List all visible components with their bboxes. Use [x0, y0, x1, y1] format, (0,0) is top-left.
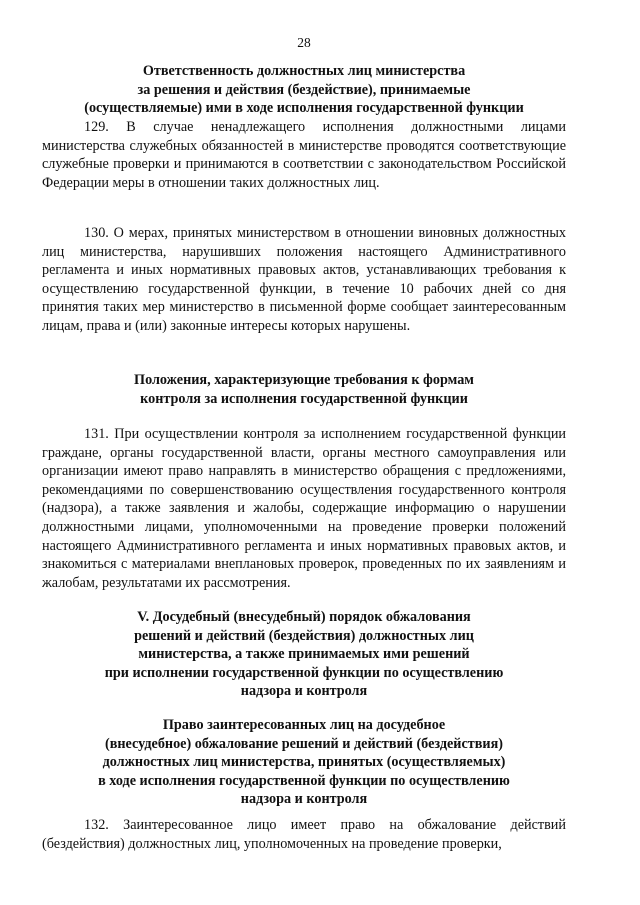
heading-line: Право заинтересованных лиц на досудебное: [162, 717, 446, 733]
heading-line: (внесудебное) обжалование решений и действий (бездействия): [105, 735, 503, 752]
heading-line: Ответственность должностных лиц министерства: [142, 63, 466, 79]
heading-line: министерства, а также принимаемых ими решений: [138, 646, 470, 662]
heading-line: за решения и действия (бездействие), принимаемые: [137, 81, 471, 98]
heading-line: надзора и контроля: [240, 791, 368, 807]
section-heading-control-forms: [42, 371, 566, 408]
heading-line: при исполнении государственной функции по осуществлению: [104, 664, 504, 681]
heading-line: Положения, характеризующие требования к формам: [134, 372, 474, 388]
heading-line: решений и действий (бездействия) должностных лиц: [134, 627, 474, 644]
heading-line: V. Досудебный (внесудебный) порядок обжалования: [137, 609, 471, 625]
section-heading-appeal-right: [42, 716, 566, 809]
paragraph-130: 130. О мерах, принятых министерством в отношении виновных должностных лиц министерства, нарушивших положения настоящего Административного регламента и иных нормативных правовых актов, устанавливающих требования к осуществлению государственной функции, в течение 10 рабочих дней со дня принятия таких мер министерство в письменной форме сообщает заинтересованным лицам, права и (или) законные интересы которых нарушены.: [42, 225, 566, 334]
heading-line: должностных лиц министерства, принятых (осуществляемых): [102, 754, 506, 770]
section-heading-responsibility: [42, 62, 566, 118]
heading-line: в ходе исполнения государственной функции по осуществлению: [98, 772, 510, 789]
paragraph-132: 132. Заинтересованное лицо имеет право на обжалование действий (бездействия) должностных лиц, уполномоченных на проведение проверки,: [42, 817, 566, 852]
paragraph-131: 131. При осуществлении контроля за исполнением государственной функции граждане, органы государственной власти, органы местного самоуправления или организации имеют право направлять в министерство обращения с предложениями, рекомендациями по совершенствованию осуществления государственного контроля (надзора), а также заявления и жалобы, содержащие информацию о нарушении должностными лицами, уполномоченными на проведение проверки положений настоящего Административного регламента и иных нормативных правовых актов, и знакомиться с материалами внеплановых проверок, проведенных по их заявлениям и жалобам, результатами их рассмотрения.: [42, 426, 566, 591]
heading-line: надзора и контроля: [240, 683, 368, 699]
paragraph-129: 129. В случае ненадлежащего исполнения должностными лицами министерства служебных обязанностей в министерстве проводятся соответствующие служебные проверки и принимаются в соответствии с законодательством Российской Федерации меры в отношении таких должностных лиц.: [42, 119, 566, 191]
page-number: 28: [297, 35, 311, 50]
heading-line: контроля за исполнения государственной функции: [140, 390, 468, 407]
chapter-heading-v: [42, 608, 566, 701]
heading-line: (осуществляемые) ими в ходе исполнения государственной функции: [84, 100, 524, 116]
